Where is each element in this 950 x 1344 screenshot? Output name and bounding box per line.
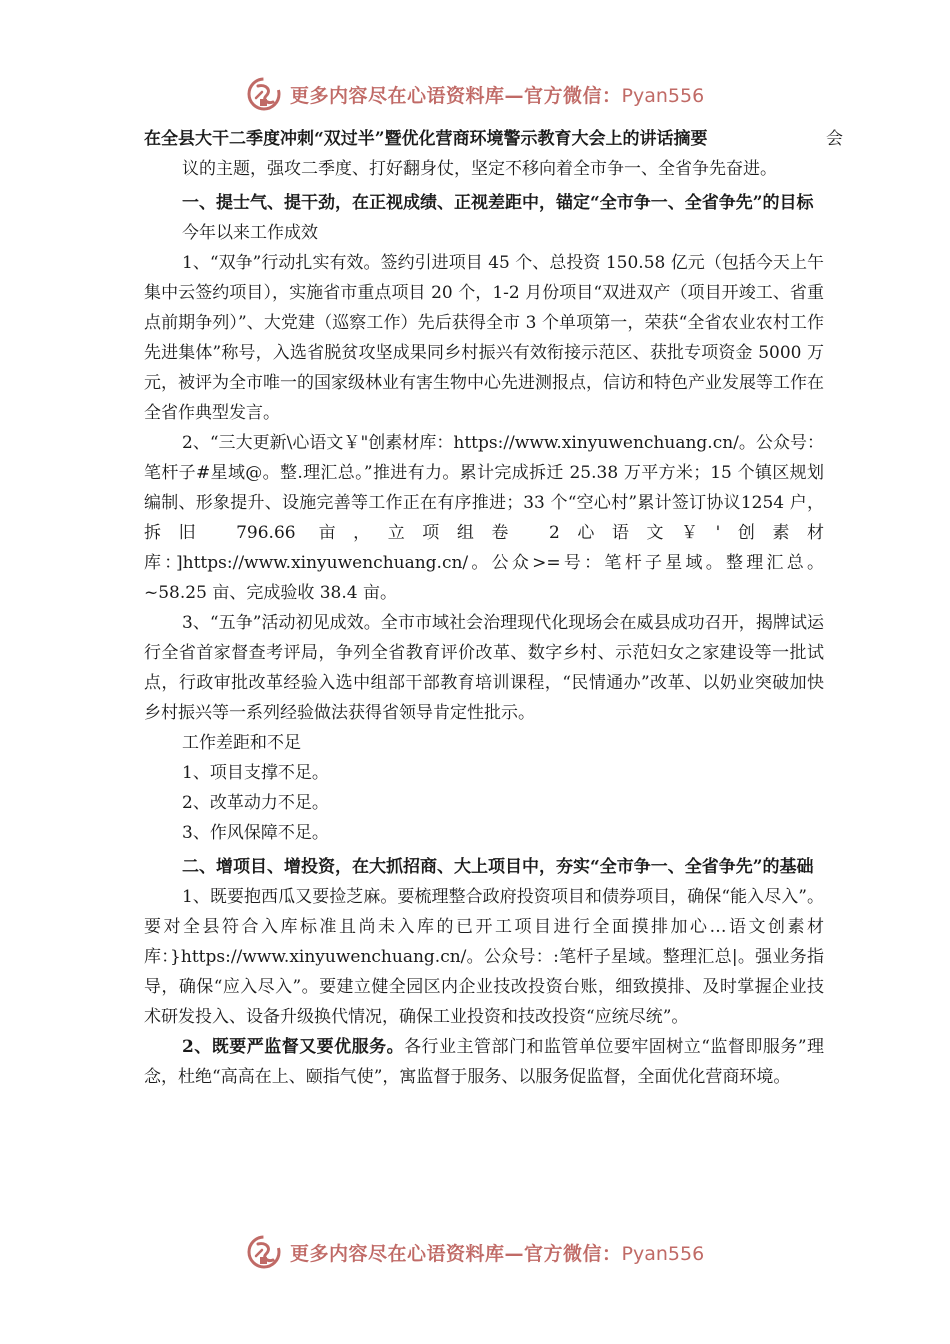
intro-paragraph: 议的主题，强攻二季度、打好翻身仗，坚定不移向着全市争一、全省争先奋进。 <box>182 159 777 179</box>
banner-text <box>290 1239 704 1266</box>
gap-item-1: 1、项目支撑不足。 <box>182 763 329 783</box>
gap-item-2: 2、改革动力不足。 <box>182 793 329 813</box>
banner-wechat-id: Pyan556 <box>621 1242 705 1265</box>
banner-dash: — <box>504 84 525 107</box>
paragraph-2: 2、“三大更新\心语文￥"创素材库：https://www.xinyuwenchuang.cn/。公众号：笔杆子#星域@。整.理汇总。”推进有力。累计完成拆迁 25.38 万平方米；15 个镇区规划编制、形象提升、设施完善等工作正在有序推进；33 个“空心村”累计签订协议1254 户，拆旧 796.66 亩，立项组卷 2心语文￥'创素材库：]https://www.xinyuwenchuang.cn/。公众>=号：笔杆子星域。整理汇总。~58.25 亩、完成验收 38.4 亩。 <box>144 433 824 603</box>
banner-main: 更多内容尽在心语资料库 <box>290 84 505 107</box>
banner-main: 更多内容尽在心语资料库 <box>290 1242 505 1265</box>
calligraphy-seal-logo-icon <box>246 76 282 112</box>
paragraph-5-lead: 2、既要严监督又要优服务。 <box>182 1037 405 1057</box>
paragraph-1: 1、“双争”行动扎实有效。签约引进项目 45 个、总投资 150.58 亿元（包括今天上午集中云签约项目），实施省市重点项目 20 个，1-2 月份项目“双进双产（项目开竣工、省重点前期争列）”、大党建（巡察工作）先后获得全市 3 个单项第一，荣获“全省农业农村工作先进集体”称号，入选省脱贫攻坚成果同乡村振兴有效衔接示范区、获批专项资金 5000 万元，被评为全市唯一的国家级林业有害生物中心先进测报点，信访和特色产业发展等工作在全省作典型发言。 <box>144 253 824 423</box>
calligraphy-seal-logo-icon <box>246 1234 282 1270</box>
header-banner <box>246 72 746 116</box>
document-title <box>144 124 843 154</box>
section-2-heading: 二、增项目、增投资，在大抓招商、大上项目中，夯实“全市争一、全省争先”的基础 <box>182 857 814 877</box>
title-text: 在全县大干二季度冲刺“双过半”暨优化营商环境警示教育大会上的讲话摘要 <box>144 129 708 149</box>
footer-banner <box>246 1230 746 1274</box>
paragraph-4: 1、既要抱西瓜又要捡芝麻。要梳理整合政府投资项目和债券项目，确保“能入尽入”。要对全县符合入库标准且尚未入库的已开工项目进行全面摸排加心…语文创素材库：}https://www.xinyuwenchuang.cn/。公众号：:笔杆子星域。整理汇总|。强业务指导，确保“应入尽入”。要建立健全园区内企业技改投资台账，细致摸排、及时掌握企业技术研发投入、设备升级换代情况，确保工业投资和技改投资“应统尽统”。 <box>144 887 824 1027</box>
banner-wechat-label: 官方微信： <box>524 84 622 107</box>
gaps-heading: 工作差距和不足 <box>182 733 301 753</box>
title-tail: 会 <box>826 129 843 149</box>
document-body <box>144 124 843 1092</box>
banner-text <box>290 81 704 108</box>
achievements-heading: 今年以来工作成效 <box>182 223 318 243</box>
section-1-heading: 一、提士气、提干劲，在正视成绩、正视差距中，锚定“全市争一、全省争先”的目标 <box>182 193 814 213</box>
banner-dash: — <box>504 1242 525 1265</box>
paragraph-3: 3、“五争”活动初见成效。全市市域社会治理现代化现场会在威县成功召开，揭牌试运行全省首家督查考评局，争列全省教育评价改革、数字乡村、示范妇女之家建设等一批试点，行政审批改革经验入选中组部干部教育培训课程，“民情通办”改革、以奶业突破加快乡村振兴等一系列经验做法获得省领导肯定性批示。 <box>144 613 824 723</box>
paragraph-5-rest: 各行业主管部门和监管单位要牢固树立“监督即服务”理念，杜绝“高高在上、颐指气使”，寓监督于服务、以服务促监督，全面优化营商环境。 <box>144 1037 824 1087</box>
paragraph-5 <box>144 1032 824 1092</box>
banner-wechat-id: Pyan556 <box>621 84 705 107</box>
banner-wechat-label: 官方微信： <box>524 1242 622 1265</box>
gap-item-3: 3、作风保障不足。 <box>182 823 329 843</box>
